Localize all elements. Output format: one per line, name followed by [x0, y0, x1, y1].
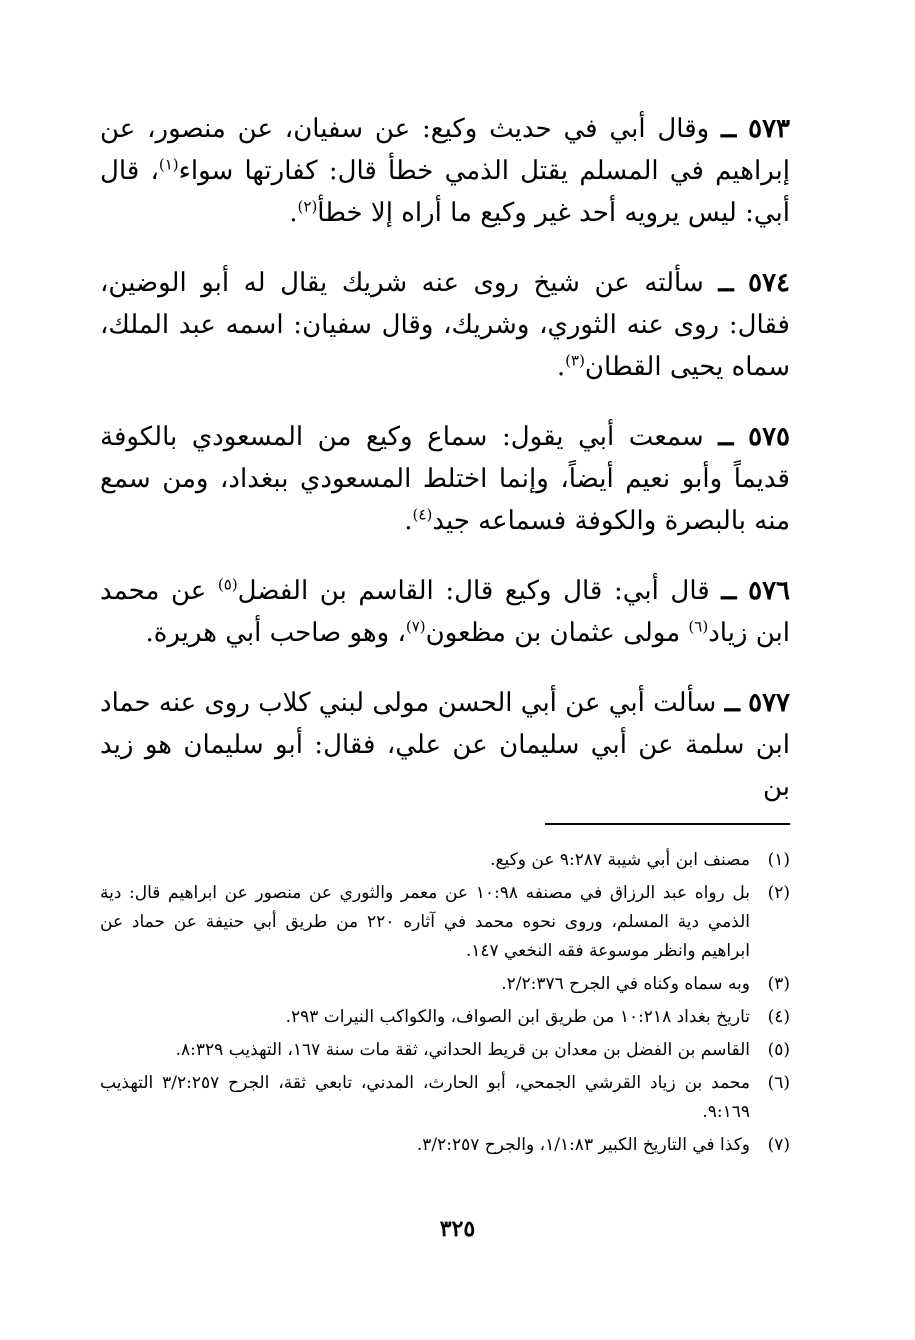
page-number: ٣٢٥: [439, 1216, 476, 1242]
footnote-text: محمد بن زياد القرشي الجمحي، أبو الحارث، المدني، تابعي ثقة، الجرح ٣/٢:٢٥٧ التهذيب ٩:١٦٩.: [100, 1073, 750, 1122]
footnote-marker: (٤): [412, 505, 433, 524]
footnote-item: [100, 970, 790, 999]
main-text: [100, 108, 790, 808]
footnote-number: (٣): [767, 974, 790, 994]
paragraph-text: سألت أبي عن أبي الحسن مولى لبني كلاب روى عنه حماد ابن سلمة عن أبي سليمان عن علي، فقال: أبو سليمان هو زيد بن: [100, 688, 790, 802]
footnote-text: بل رواه عبد الرزاق في مصنفه ١٠:٩٨ عن معمر والثوري عن منصور عن ابراهيم قال: دية الذمي دية المسلم، وروى نحوه محمد في آثاره ٢٢٠ من طريق أبي حنيفة عن حماد عن ابراهيم وانظر موسوعة فقه النخعي ١٤٧.: [100, 883, 751, 961]
footnotes: [100, 846, 790, 1164]
paragraph-text: عن محمد ابن زياد: [100, 576, 790, 648]
paragraph-number: ٥٧٤: [748, 268, 791, 298]
paragraph-number: ٥٧٧: [748, 688, 791, 718]
paragraph: [100, 416, 790, 542]
paragraph: [100, 682, 790, 808]
paragraph-text: .: [404, 506, 413, 536]
footnote-number: (٤): [767, 1007, 790, 1027]
footnote-number: (٦): [767, 1073, 790, 1093]
paragraph-text: .: [556, 352, 566, 382]
paragraph-dash: ــ: [718, 268, 734, 298]
footnote-marker: (١): [158, 155, 179, 174]
footnote-item: [100, 1131, 790, 1160]
paragraph-dash: ــ: [724, 688, 740, 718]
paragraph-dash: ــ: [718, 422, 734, 452]
paragraph-dash: ــ: [721, 576, 737, 606]
footnote-marker: (٥): [217, 575, 238, 594]
paragraph-text: سمعت أبي يقول: سماع وكيع من المسعودي بالكوفة قديماً وأبو نعيم أيضاً، وإنما اختلط المسعودي ببغداد، ومن سمع منه بالبصرة والكوفة فسماعه جيد: [100, 422, 790, 536]
footnote-item: [100, 1069, 790, 1127]
footnote-text: تاريخ بغداد ١٠:٢١٨ من طريق ابن الصواف، والكواكب النيرات ٢٩٣.: [285, 1007, 750, 1027]
footnote-item: [100, 1003, 790, 1032]
footnote-text: وكذا في التاريخ الكبير ١/١:٨٣، والجرح ٣/٢:٢٥٧.: [416, 1135, 750, 1155]
paragraph: [100, 262, 790, 388]
paragraph-text: ، وهو صاحب أبي هريرة.: [145, 618, 406, 648]
paragraph-number: ٥٧٥: [748, 422, 791, 452]
footnote-item: [100, 879, 790, 966]
paragraph-text: مولى عثمان بن مظعون: [425, 618, 689, 648]
footnote-divider: [545, 823, 790, 825]
paragraph-number: ٥٧٦: [748, 576, 791, 606]
paragraph-dash: ــ: [721, 114, 737, 144]
footnote-marker: (٢): [297, 197, 318, 216]
footnote-marker: (٦): [688, 617, 709, 636]
footnote-number: (١): [767, 850, 790, 870]
paragraph-number: ٥٧٣: [748, 114, 791, 144]
footnote-number: (٧): [767, 1135, 790, 1155]
paragraph-text: سألته عن شيخ روى عنه شريك يقال له أبو الوضين، فقال: روى عنه الثوري، وشريك، وقال سفيان: اسمه عبد الملك، سماه يحيى القطان: [100, 268, 790, 382]
paragraph-text: .: [289, 198, 298, 228]
paragraph: [100, 570, 790, 654]
footnote-number: (٢): [767, 883, 790, 903]
footnote-marker: (٣): [565, 351, 585, 370]
footnote-text: القاسم بن الفضل بن معدان بن قريط الحداني، ثقة مات سنة ١٦٧، التهذيب ٨:٣٢٩.: [175, 1040, 750, 1060]
footnote-item: [100, 1036, 790, 1065]
paragraph-text: وقال أبي في حديث وكيع: عن سفيان، عن منصور، عن إبراهيم في المسلم يقتل الذمي خطأ قال: كفارتها سواء: [100, 114, 790, 186]
paragraph-text: ، قال أبي: ليس يرويه أحد غير وكيع ما أراه إلا خطأ: [100, 156, 790, 228]
footnote-text: مصنف ابن أبي شيبة ٩:٢٨٧ عن وكيع.: [490, 850, 750, 870]
footnote-number: (٥): [767, 1040, 790, 1060]
paragraph: [100, 108, 790, 234]
footnote-item: [100, 846, 790, 875]
paragraph-text: قال أبي: قال وكيع قال: القاسم بن الفضل: [237, 576, 710, 606]
footnote-text: وبه سماه وكناه في الجرح ٢/٢:٣٧٦.: [501, 974, 750, 994]
footnote-marker: (٧): [405, 617, 426, 636]
